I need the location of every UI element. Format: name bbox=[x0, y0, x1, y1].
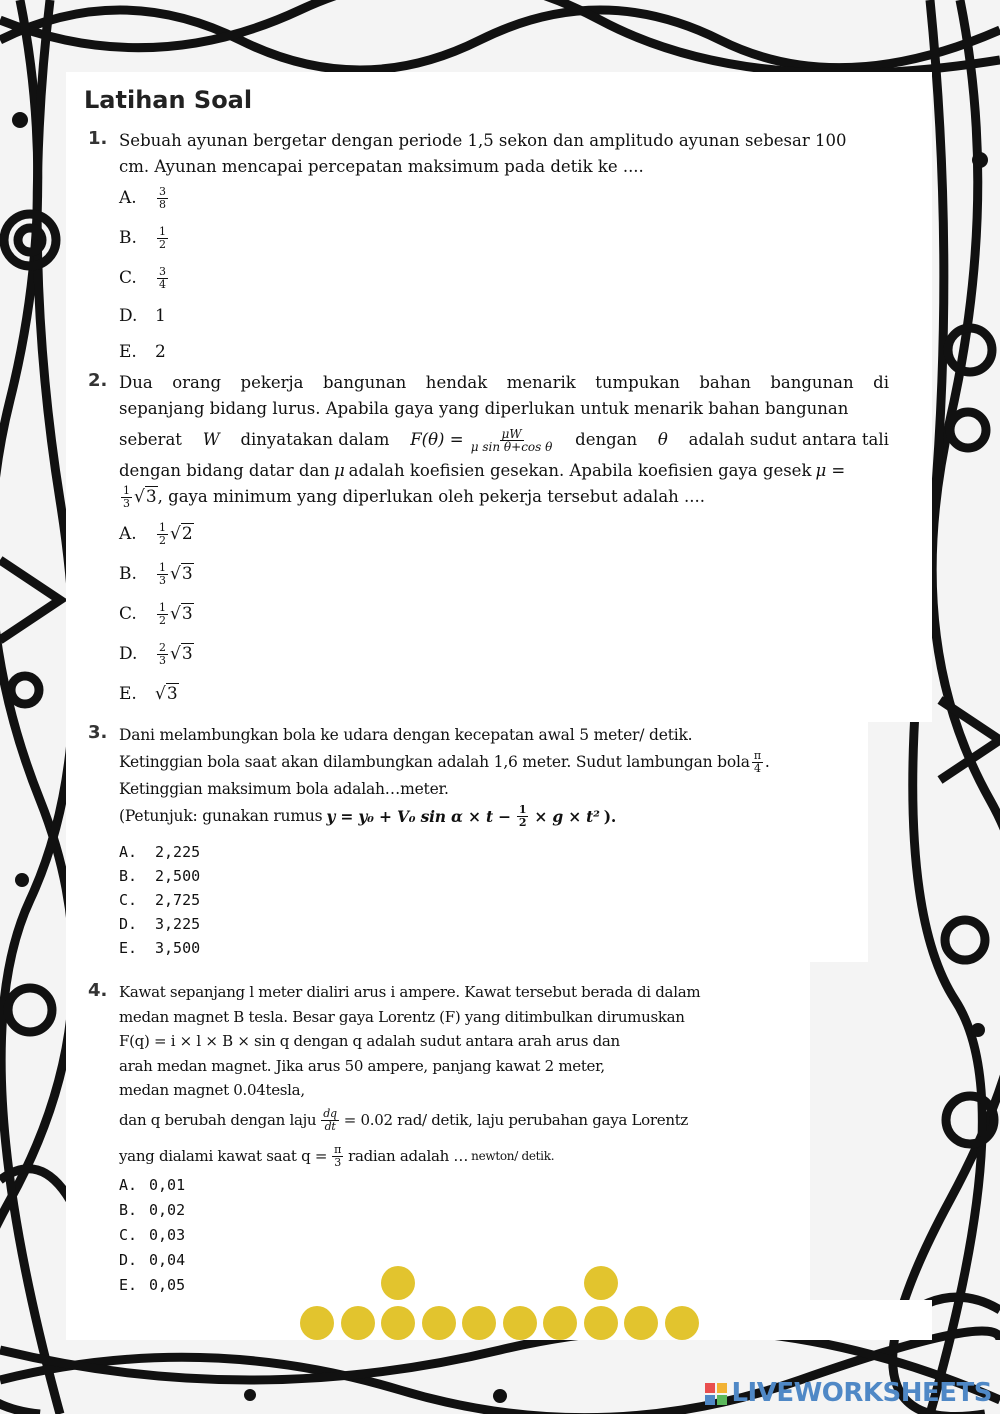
question-number: 2. bbox=[88, 370, 108, 391]
option-e[interactable]: E. √3 bbox=[119, 684, 178, 704]
option-d[interactable]: D. 1 bbox=[119, 306, 166, 326]
option-d[interactable]: D. $\frac{2}{3}$ √3 bbox=[119, 640, 193, 667]
question-number: 4. bbox=[88, 980, 108, 1001]
question-number: 3. bbox=[88, 722, 108, 743]
content-panel-bottom bbox=[66, 1300, 932, 1340]
options bbox=[119, 178, 170, 370]
option-c[interactable]: C. $\frac{3}{4}$ bbox=[119, 264, 166, 291]
option-c[interactable]: C. 2,725 bbox=[119, 891, 201, 909]
options bbox=[119, 1172, 185, 1297]
option-b[interactable]: B. 2,500 bbox=[119, 867, 201, 885]
option-a[interactable]: A. 0,01 bbox=[119, 1175, 186, 1194]
option-a[interactable]: A. 2,225 bbox=[119, 843, 201, 861]
question-text: Dua orang pekerja bangunan hendak menarik tumpukan bahan bangunan di sepanjang bidang lurus. Apabila gaya yang diperlukan untuk menarik bahan bangunan seberat W dinyatakan dalam F(θ) = $\frac{\mu W}{\text{μ sin θ+cos θ}}$ dengan θ adalah sudut antara tali dengan bidang datar dan μ adalah koefisien gesekan. Apabila koefisien gaya gesek μ = $\frac{1}{3}$ √3 , gaya minimum yang diperlukan oleh pekerja tersebut adalah .... bbox=[119, 373, 889, 510]
option-c[interactable]: C. 0,03 bbox=[119, 1225, 186, 1244]
drop-dot[interactable] bbox=[584, 1266, 618, 1300]
option-b[interactable]: B. 0,02 bbox=[119, 1200, 186, 1219]
options bbox=[119, 514, 194, 714]
option-b[interactable]: B. $\frac{1}{2}$ bbox=[119, 224, 166, 251]
option-e[interactable]: E. 2 bbox=[119, 342, 166, 362]
option-c[interactable]: C. $\frac{1}{2}$ √3 bbox=[119, 600, 193, 627]
drop-dot[interactable] bbox=[381, 1266, 415, 1300]
drop-dot[interactable] bbox=[422, 1306, 456, 1340]
drop-dot[interactable] bbox=[503, 1306, 537, 1340]
options bbox=[119, 840, 200, 960]
option-e[interactable]: E. 0,05 bbox=[119, 1275, 186, 1294]
drop-dot[interactable] bbox=[381, 1306, 415, 1340]
option-b[interactable]: B. $\frac{1}{3}$ √3 bbox=[119, 560, 193, 587]
drop-dot[interactable] bbox=[584, 1306, 618, 1340]
option-e[interactable]: E. 3,500 bbox=[119, 939, 201, 957]
question-text: Dani melambungkan bola ke udara dengan kecepatan awal 5 meter/ detik. Ketinggian bola saat akan dilambungkan adalah 1,6 meter. Sudut lambungan bola $\frac{\pi}{4}$ . Ketinggian maksimum bola adalah…meter. (Petunjuk: gunakan rumus y = y₀ + V₀ sin α × t − $\frac{1}{2}$ × g × t² ). bbox=[119, 726, 770, 829]
liveworksheets-logo-icon bbox=[705, 1383, 727, 1405]
drop-dot[interactable] bbox=[543, 1306, 577, 1340]
option-a[interactable]: A. $\frac{3}{8}$ bbox=[119, 184, 166, 211]
watermark: LIVEWORKSHEETS bbox=[705, 1378, 992, 1408]
drop-dot[interactable] bbox=[624, 1306, 658, 1340]
drop-dot[interactable] bbox=[300, 1306, 334, 1340]
option-a[interactable]: A. $\frac{1}{2}$ √2 bbox=[119, 520, 193, 547]
option-d[interactable]: D. 0,04 bbox=[119, 1250, 186, 1269]
drop-dot[interactable] bbox=[341, 1306, 375, 1340]
question-number: 1. bbox=[88, 128, 108, 149]
page-title: Latihan Soal bbox=[84, 86, 253, 114]
option-d[interactable]: D. 3,225 bbox=[119, 915, 201, 933]
drop-dot[interactable] bbox=[665, 1306, 699, 1340]
question-text: Sebuah ayunan bergetar dengan periode 1,5 sekon dan amplitudo ayunan sebesar 100 cm. Ayunan mencapai percepatan maksimum pada detik ke .... bbox=[119, 131, 847, 176]
drop-dot[interactable] bbox=[462, 1306, 496, 1340]
question-text: Kawat sepanjang l meter dialiri arus i ampere. Kawat tersebut berada di dalam medan magnet B tesla. Besar gaya Lorentz (F) yang ditimbulkan dirumuskan F(q) = i × l × B × sin q dengan q adalah sudut antara arah arus dan arah medan magnet. Jika arus 50 ampere, panjang kawat 2 meter, medan magnet 0.04tesla, dan q berubah dengan laju $\frac{dq}{dt}$ = 0.02 rad/ detik, laju perubahan gaya Lorentz yang dialami kawat saat q = $\frac{\pi}{3}$ radian adalah … newton/ detik. bbox=[119, 983, 701, 1169]
